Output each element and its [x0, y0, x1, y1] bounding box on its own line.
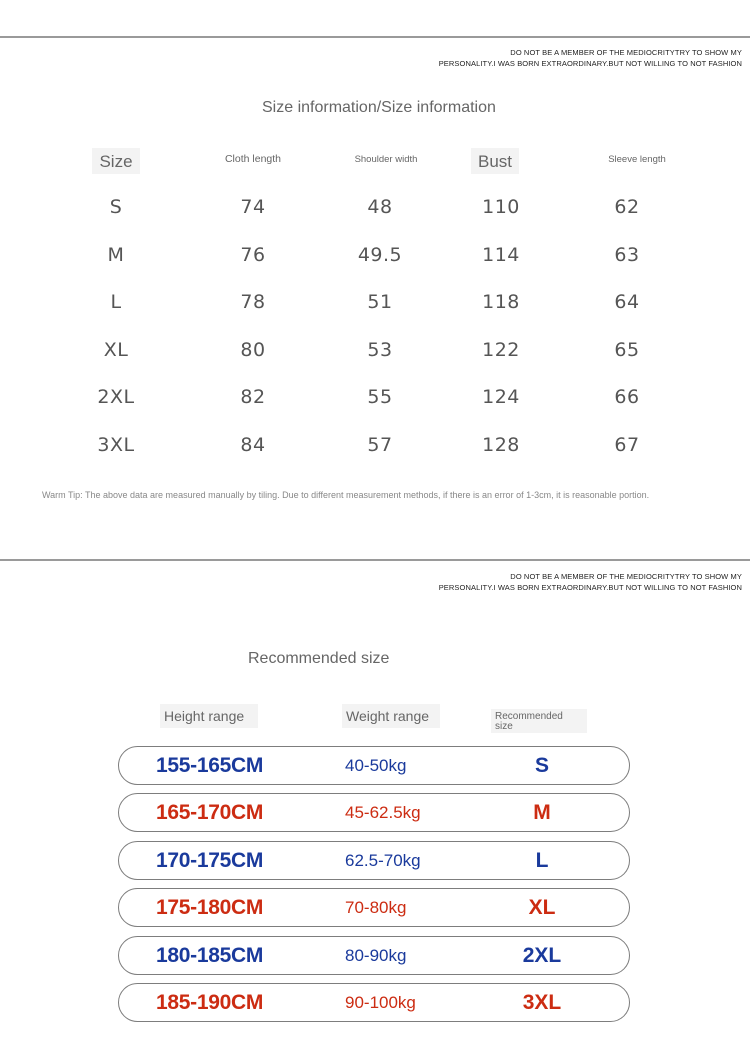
- size-rows: [58, 182, 718, 467]
- slogan-bottom: [322, 571, 742, 593]
- size-table-cell: 122: [482, 338, 520, 361]
- size-table: [58, 140, 718, 467]
- size-table-row: [58, 325, 718, 373]
- height-range-value: 165-170CM: [156, 801, 264, 825]
- size-table-cell: 110: [482, 196, 520, 218]
- size-table-cell: 67: [614, 433, 640, 456]
- height-range-value: 155-165CM: [156, 754, 264, 777]
- recommended-row: [118, 793, 630, 832]
- top-divider: [0, 36, 750, 38]
- size-table-row: [58, 230, 718, 278]
- size-table-cell: 118: [482, 291, 520, 313]
- header-weight-range-label: Weight range: [346, 708, 430, 724]
- size-table-row: [58, 277, 718, 325]
- size-table-cell: 63: [614, 243, 640, 266]
- size-table-cell: 80: [240, 338, 266, 361]
- slogan-line-1: DO NOT BE A MEMBER OF THE MEDIOCRITYTRY TO SHOW MY: [510, 572, 742, 581]
- size-table-cell: 55: [367, 386, 393, 408]
- size-table-cell: 114: [482, 243, 520, 266]
- recommended-row: [118, 841, 630, 880]
- header-size-label: size: [495, 721, 513, 732]
- header-weight-range: [346, 708, 429, 724]
- recommended-row: [118, 746, 630, 785]
- middle-divider: [0, 559, 750, 561]
- size-table-cell: 128: [482, 433, 520, 456]
- weight-range-label: 90-100kg: [345, 993, 416, 1012]
- weight-range-label: 70-80kg: [345, 898, 407, 918]
- recommended-size-value: M: [533, 801, 551, 825]
- size-table-cell: L: [110, 291, 122, 313]
- header-bust-label: Bust: [477, 152, 513, 171]
- size-table-cell: 57: [367, 433, 393, 456]
- weight-range-label: 40-50kg: [345, 756, 407, 775]
- weight-range-value: [345, 794, 421, 831]
- header-cloth-length-label: Cloth length: [224, 153, 282, 165]
- size-table-cell: S: [109, 196, 123, 218]
- recommended-size-value: 3XL: [522, 991, 562, 1014]
- slogan-line-2: PERSONALITY.I WAS BORN EXTRAORDINARY.BUT NOT WILLING TO NOT FASHION: [438, 59, 742, 68]
- size-table-cell: 76: [240, 243, 266, 266]
- weight-range-value: [345, 937, 406, 974]
- header-size-label: Size: [99, 152, 133, 171]
- size-table-row: [58, 420, 718, 468]
- weight-range-label: 80-90kg: [345, 945, 407, 965]
- recommended-size-value: S: [534, 754, 549, 777]
- size-table-cell: 53: [367, 338, 393, 361]
- header-sleeve-length-label: Sleeve length: [608, 154, 666, 165]
- height-range-value: 170-175CM: [156, 848, 264, 872]
- recommended-size-value: XL: [528, 896, 556, 920]
- header-size: [53, 152, 179, 172]
- weight-range-value: [345, 889, 406, 926]
- size-table-cell: 65: [614, 338, 640, 361]
- weight-range-value: [345, 747, 406, 784]
- header-sleeve-length: [574, 154, 700, 165]
- size-table-cell: 48: [367, 196, 393, 218]
- size-table-cell: 2XL: [97, 386, 135, 408]
- recommended-row: [118, 888, 630, 927]
- size-table-header: [58, 140, 718, 182]
- size-table-cell: M: [107, 243, 125, 266]
- recommended-size-value: L: [535, 848, 549, 872]
- height-range-value: 175-180CM: [156, 896, 264, 920]
- recommended-row: [118, 936, 630, 975]
- size-table-cell: 78: [240, 291, 266, 313]
- header-bust: [432, 152, 558, 172]
- size-table-cell: 84: [240, 433, 266, 456]
- slogan-top: [322, 47, 742, 69]
- header-height-range-label: Height range: [164, 708, 245, 724]
- header-recommended-label: Recommended: [495, 711, 563, 722]
- weight-range-label: 62.5-70kg: [345, 850, 421, 870]
- size-table-cell: 3XL: [97, 433, 135, 456]
- slogan-line-2: PERSONALITY.I WAS BORN EXTRAORDINARY.BUT NOT WILLING TO NOT FASHION: [438, 583, 742, 592]
- header-cloth-length: [190, 153, 316, 165]
- header-shoulder-width-label: Shoulder width: [354, 154, 418, 165]
- weight-range-label: 45-62.5kg: [345, 803, 421, 823]
- size-table-cell: 51: [367, 291, 393, 313]
- recommended-size-value: 2XL: [522, 943, 562, 967]
- weight-range-value: [345, 842, 421, 879]
- header-shoulder-width: [323, 154, 449, 165]
- warm-tip: Warm Tip: The above data are measured manually by tiling. Due to different measurement methods, if there is an error of 1-3cm, it is reasonable portion.: [42, 490, 650, 500]
- size-table-cell: 49.5: [357, 243, 403, 266]
- weight-range-value: [345, 984, 416, 1021]
- slogan-line-1: DO NOT BE A MEMBER OF THE MEDIOCRITYTRY TO SHOW MY: [510, 48, 742, 57]
- recommended-row: [118, 983, 630, 1022]
- size-table-row: [58, 182, 718, 230]
- size-table-row: [58, 372, 718, 420]
- size-table-cell: 62: [614, 196, 640, 218]
- height-range-value: 180-185CM: [156, 943, 264, 967]
- size-table-cell: 74: [240, 196, 266, 218]
- recommended-title: Recommended size: [248, 650, 390, 667]
- size-table-cell: 82: [240, 386, 266, 408]
- size-table-cell: 66: [614, 386, 640, 408]
- height-range-value: 185-190CM: [156, 991, 264, 1014]
- size-table-cell: 64: [614, 291, 640, 313]
- size-table-cell: 124: [482, 386, 520, 408]
- header-height-range: [164, 708, 244, 724]
- size-info-title: Size information/Size information: [262, 99, 496, 116]
- header-recommended-size: [495, 712, 563, 732]
- size-table-cell: XL: [103, 338, 129, 361]
